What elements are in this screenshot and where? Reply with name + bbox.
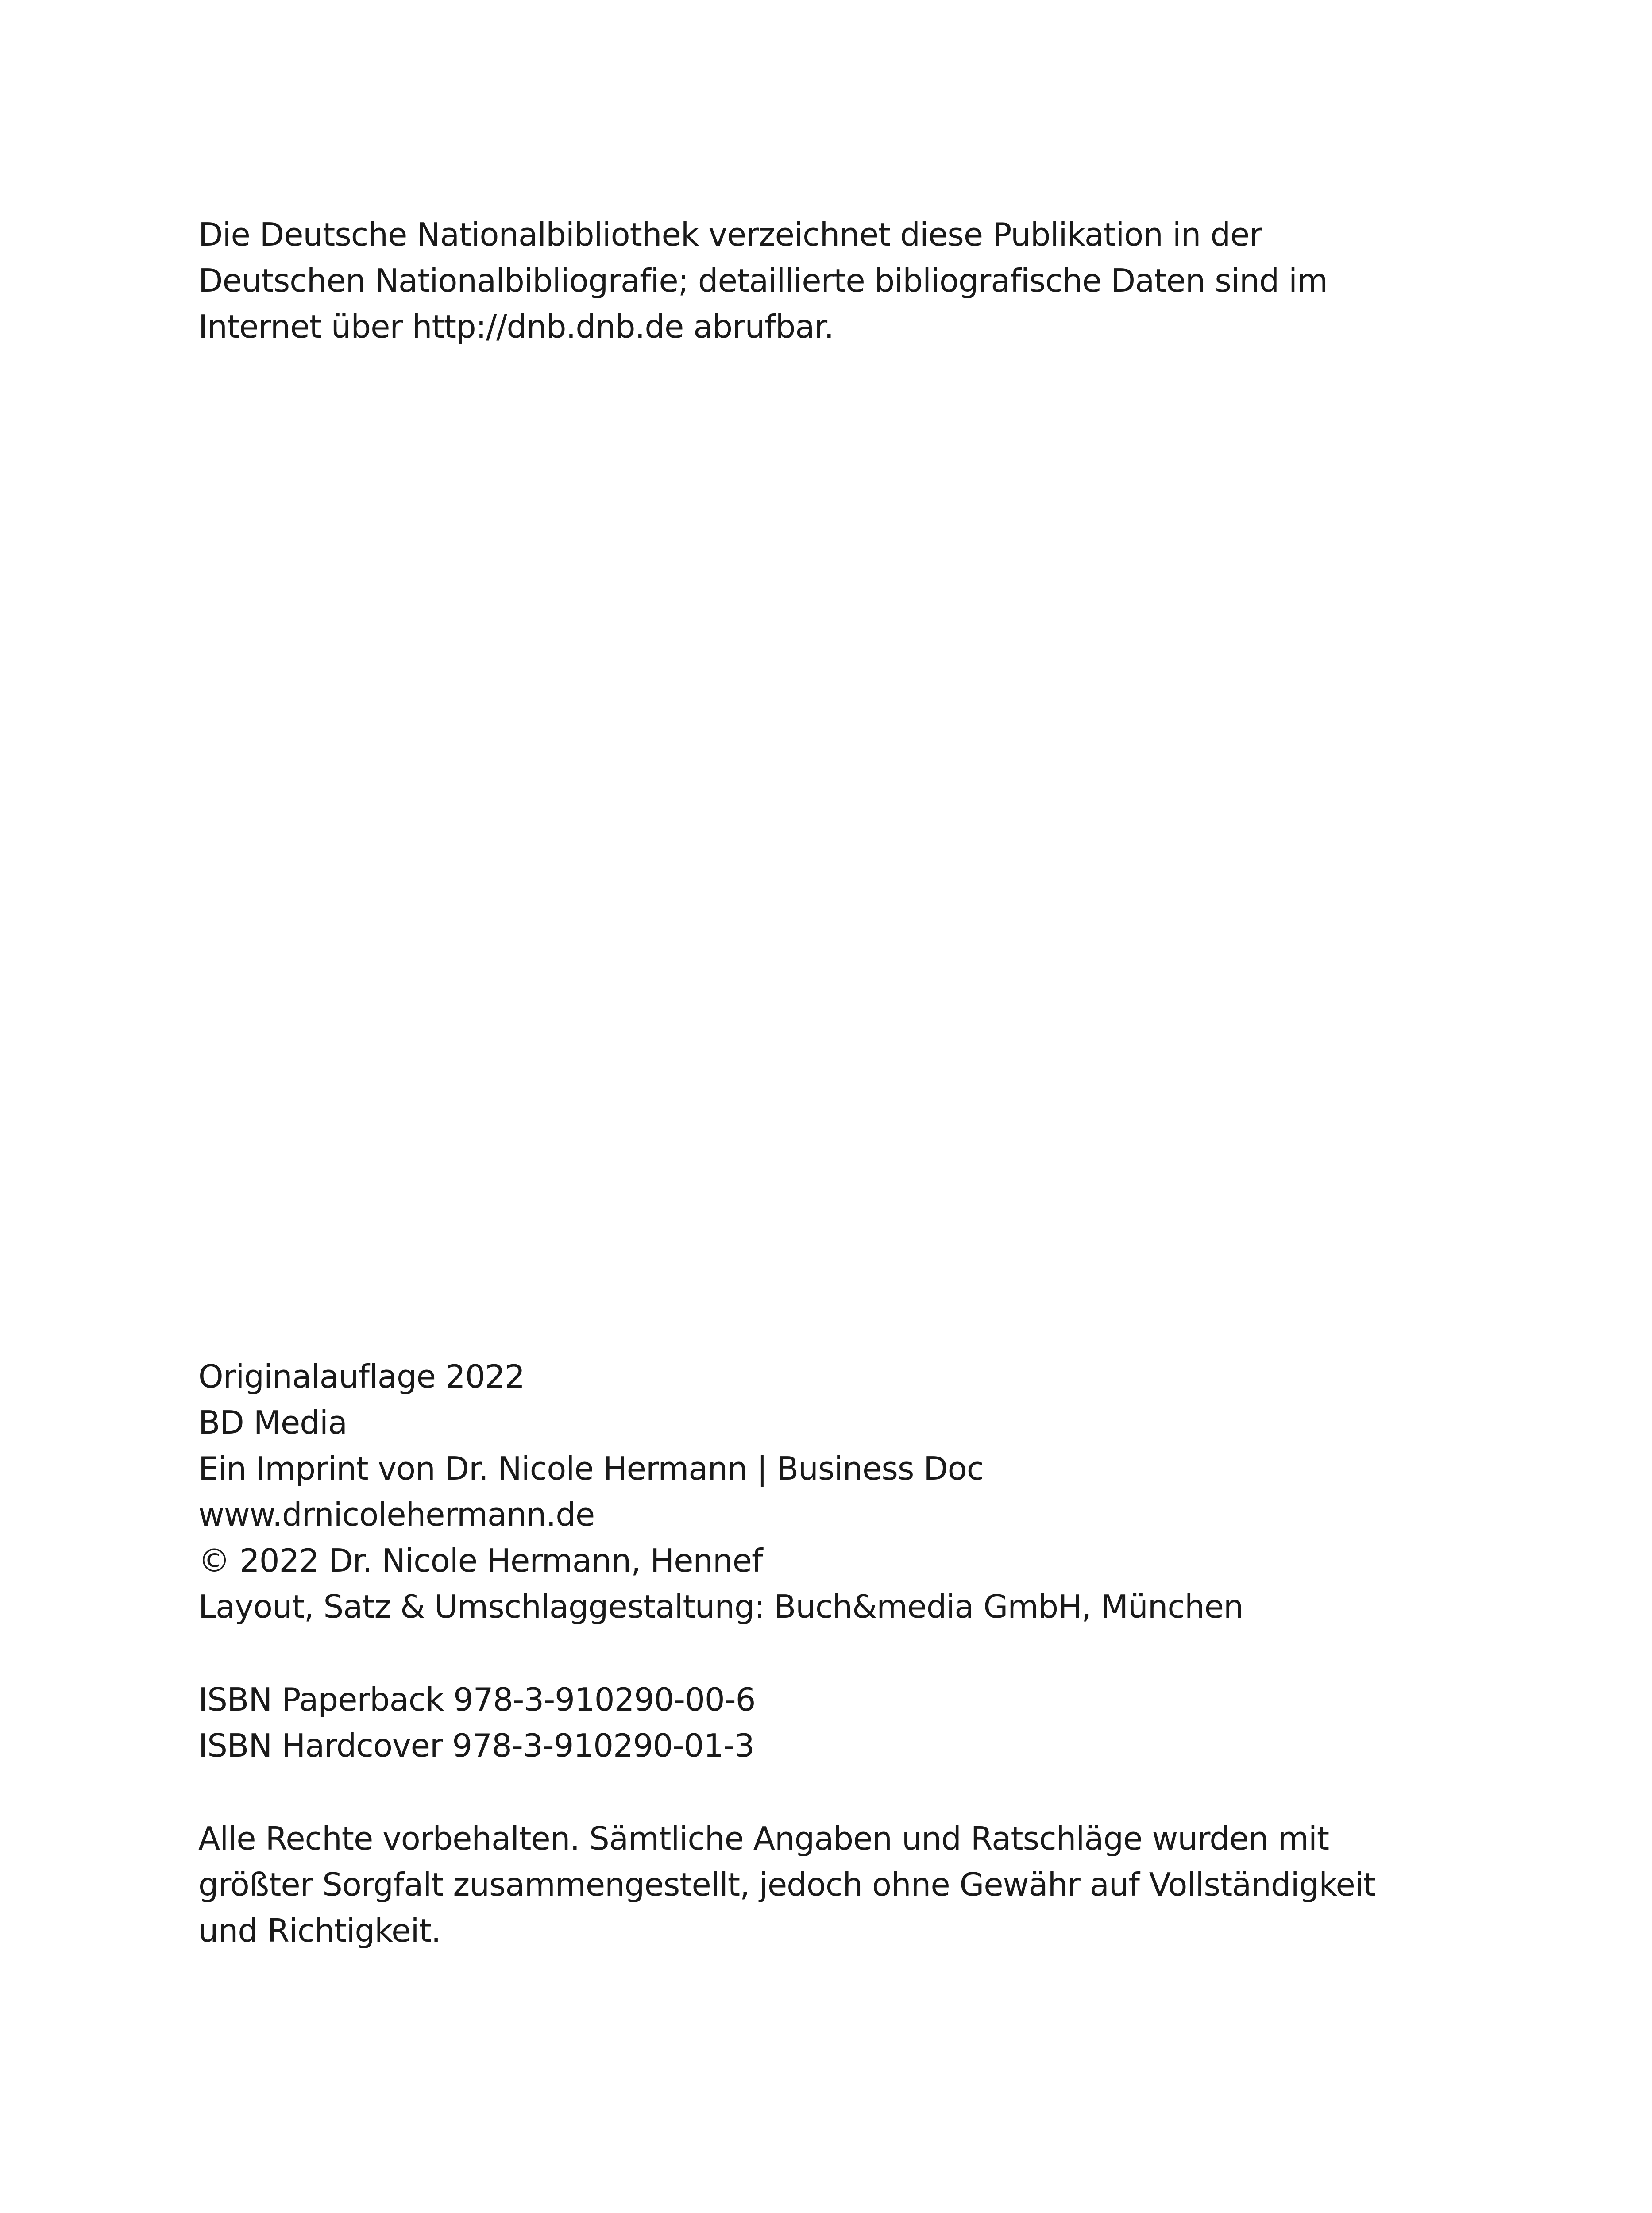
imprint-info [198, 1353, 1482, 1630]
isbn-hardcover: ISBN Hardcover 978-3-910290-01-3 [198, 1727, 754, 1764]
rights-notice-line: größter Sorgfalt zusammengestellt, jedoch ohne Gewähr auf Vollständigkeit [198, 1866, 1375, 1903]
rights-notice-line: Alle Rechte vorbehalten. Sämtliche Angaben und Ratschläge wurden mit [198, 1820, 1329, 1857]
isbn-paperback: ISBN Paperback 978-3-910290-00-6 [198, 1681, 756, 1718]
design-credit-text: Layout, Satz & Umschlaggestaltung: Buch&media GmbH, München [198, 1588, 1243, 1625]
cip-notice-line: Deutschen Nationalbibliografie; detaillierte bibliografische Daten sind im [198, 262, 1328, 299]
copyright-text: © 2022 Dr. Nicole Hermann, Hennef [198, 1542, 763, 1579]
publisher-name: BD Media [198, 1404, 347, 1441]
isbn-info [198, 1677, 1482, 1769]
cip-notice-line: Die Deutsche Nationalbibliothek verzeichnet diese Publikation in der [198, 216, 1262, 253]
rights-notice-line: und Richtigkeit. [198, 1912, 441, 1949]
rights-notice [198, 1816, 1482, 1954]
cip-notice [198, 212, 1482, 350]
website-text: www.drnicolehermann.de [198, 1496, 595, 1533]
cip-notice-line: Internet über http://dnb.dnb.de abrufbar. [198, 308, 834, 345]
edition-text: Originalauflage 2022 [198, 1358, 525, 1395]
imprint-of-text: Ein Imprint von Dr. Nicole Hermann | Business Doc [198, 1450, 984, 1487]
